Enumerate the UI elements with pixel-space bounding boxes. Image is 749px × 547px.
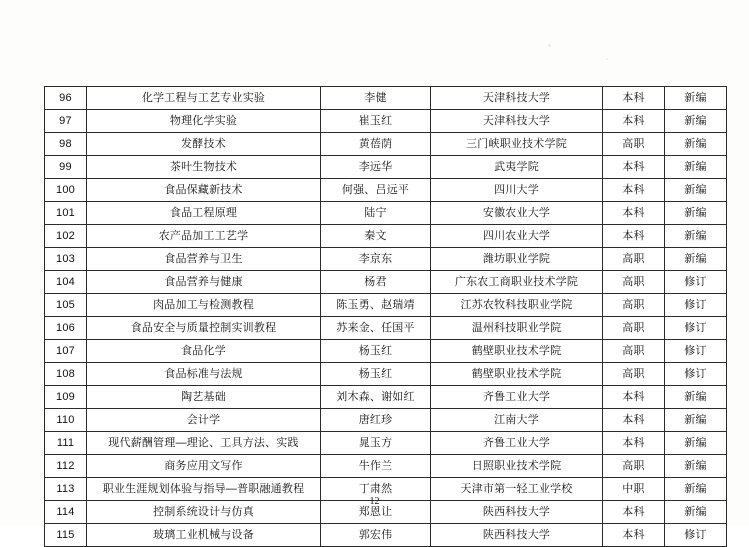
cell-number: 104 — [45, 271, 87, 294]
cell-course: 食品化学 — [87, 340, 321, 363]
cell-school: 陕西科技大学 — [431, 501, 603, 524]
cell-type: 修订 — [665, 271, 727, 294]
cell-type: 修订 — [665, 294, 727, 317]
cell-type: 新编 — [665, 248, 727, 271]
cell-author: 丁肃然 — [321, 478, 431, 501]
cell-number: 108 — [45, 363, 87, 386]
cell-author: 李京东 — [321, 248, 431, 271]
cell-level: 中职 — [603, 478, 665, 501]
cell-school: 天津科技大学 — [431, 87, 603, 110]
table-row — [45, 317, 727, 340]
cell-type: 新编 — [665, 386, 727, 409]
cell-level: 高职 — [603, 271, 665, 294]
cell-level: 本科 — [603, 87, 665, 110]
cell-type: 修订 — [665, 340, 727, 363]
table-row — [45, 133, 727, 156]
cell-school: 温州科技职业学院 — [431, 317, 603, 340]
cell-author: 苏来金、任国平 — [321, 317, 431, 340]
cell-number: 112 — [45, 455, 87, 478]
cell-number: 106 — [45, 317, 87, 340]
cell-course: 控制系统设计与仿真 — [87, 501, 321, 524]
table-row — [45, 248, 727, 271]
cell-level: 高职 — [603, 133, 665, 156]
cell-type: 新编 — [665, 225, 727, 248]
cell-course: 食品营养与健康 — [87, 271, 321, 294]
table-row — [45, 409, 727, 432]
table-row — [45, 455, 727, 478]
cell-school: 四川大学 — [431, 179, 603, 202]
cell-school: 鹤壁职业技术学院 — [431, 340, 603, 363]
cell-author: 牛作兰 — [321, 455, 431, 478]
cell-course: 化学工程与工艺专业实验 — [87, 87, 321, 110]
cell-school: 日照职业技术学院 — [431, 455, 603, 478]
cell-number: 101 — [45, 202, 87, 225]
cell-number: 102 — [45, 225, 87, 248]
cell-author: 秦文 — [321, 225, 431, 248]
table-row — [45, 386, 727, 409]
cell-school: 武夷学院 — [431, 156, 603, 179]
cell-level: 本科 — [603, 501, 665, 524]
cell-school: 齐鲁工业大学 — [431, 432, 603, 455]
table-row — [45, 294, 727, 317]
scan-artifact — [606, 58, 608, 60]
cell-number: 96 — [45, 87, 87, 110]
cell-author: 刘木森、谢如红 — [321, 386, 431, 409]
cell-level: 本科 — [603, 179, 665, 202]
cell-type: 新编 — [665, 455, 727, 478]
cell-school: 广东农工商职业技术学院 — [431, 271, 603, 294]
cell-author: 何强、吕远平 — [321, 179, 431, 202]
cell-number: 107 — [45, 340, 87, 363]
cell-number: 103 — [45, 248, 87, 271]
cell-number: 113 — [45, 478, 87, 501]
cell-type: 修订 — [665, 317, 727, 340]
cell-course: 食品营养与卫生 — [87, 248, 321, 271]
cell-course: 发酵技术 — [87, 133, 321, 156]
cell-author: 晁玉方 — [321, 432, 431, 455]
cell-author: 崔玉红 — [321, 110, 431, 133]
cell-author: 杨玉红 — [321, 363, 431, 386]
cell-author: 郭宏伟 — [321, 524, 431, 547]
cell-school: 潍坊职业学院 — [431, 248, 603, 271]
cell-school: 江南大学 — [431, 409, 603, 432]
table-row — [45, 110, 727, 133]
page-number: 12 — [369, 496, 380, 507]
cell-level: 高职 — [603, 294, 665, 317]
table-row — [45, 202, 727, 225]
cell-course: 肉品加工与检测教程 — [87, 294, 321, 317]
cell-course: 陶艺基础 — [87, 386, 321, 409]
cell-number: 109 — [45, 386, 87, 409]
cell-course: 农产品加工工艺学 — [87, 225, 321, 248]
cell-school: 天津市第一轻工业学校 — [431, 478, 603, 501]
table-row — [45, 156, 727, 179]
cell-author: 李健 — [321, 87, 431, 110]
cell-course: 茶叶生物技术 — [87, 156, 321, 179]
cell-course: 食品安全与质量控制实训教程 — [87, 317, 321, 340]
cell-type: 新编 — [665, 110, 727, 133]
textbook-list-table-container — [44, 86, 706, 547]
cell-type: 新编 — [665, 133, 727, 156]
cell-level: 本科 — [603, 409, 665, 432]
cell-level: 高职 — [603, 455, 665, 478]
cell-school: 齐鲁工业大学 — [431, 386, 603, 409]
cell-type: 新编 — [665, 409, 727, 432]
cell-school: 陕西科技大学 — [431, 524, 603, 547]
table-row — [45, 87, 727, 110]
cell-type: 修订 — [665, 363, 727, 386]
cell-level: 高职 — [603, 363, 665, 386]
cell-level: 本科 — [603, 110, 665, 133]
cell-number: 110 — [45, 409, 87, 432]
cell-level: 本科 — [603, 225, 665, 248]
cell-school: 三门峡职业技术学院 — [431, 133, 603, 156]
cell-course: 食品保藏新技术 — [87, 179, 321, 202]
cell-number: 114 — [45, 501, 87, 524]
cell-course: 食品标准与法规 — [87, 363, 321, 386]
cell-level: 本科 — [603, 202, 665, 225]
cell-type: 新编 — [665, 432, 727, 455]
table-row — [45, 271, 727, 294]
cell-type: 修订 — [665, 524, 727, 547]
textbook-list-table — [44, 86, 727, 547]
cell-number: 97 — [45, 110, 87, 133]
table-row — [45, 524, 727, 547]
cell-number: 100 — [45, 179, 87, 202]
cell-school: 安徽农业大学 — [431, 202, 603, 225]
table-row — [45, 225, 727, 248]
cell-school: 鹤壁职业技术学院 — [431, 363, 603, 386]
cell-level: 本科 — [603, 432, 665, 455]
cell-course: 食品工程原理 — [87, 202, 321, 225]
cell-type: 新编 — [665, 156, 727, 179]
cell-course: 职业生涯规划体验与指导—普职融通教程 — [87, 478, 321, 501]
cell-type: 新编 — [665, 87, 727, 110]
cell-course: 玻璃工业机械与设备 — [87, 524, 321, 547]
cell-course: 会计学 — [87, 409, 321, 432]
cell-author: 黄蓓荫 — [321, 133, 431, 156]
cell-type: 新编 — [665, 202, 727, 225]
table-row — [45, 179, 727, 202]
cell-level: 本科 — [603, 156, 665, 179]
cell-level: 本科 — [603, 524, 665, 547]
table-row — [45, 363, 727, 386]
cell-school: 天津科技大学 — [431, 110, 603, 133]
cell-number: 111 — [45, 432, 87, 455]
cell-level: 高职 — [603, 317, 665, 340]
cell-number: 99 — [45, 156, 87, 179]
cell-course: 现代薪酬管理—理论、工具方法、实践 — [87, 432, 321, 455]
cell-author: 唐红珍 — [321, 409, 431, 432]
cell-type: 新编 — [665, 478, 727, 501]
cell-author: 杨君 — [321, 271, 431, 294]
cell-course: 商务应用文写作 — [87, 455, 321, 478]
cell-level: 高职 — [603, 340, 665, 363]
cell-author: 李远华 — [321, 156, 431, 179]
cell-level: 高职 — [603, 248, 665, 271]
table-body — [45, 87, 727, 547]
table-row — [45, 340, 727, 363]
cell-course: 物理化学实验 — [87, 110, 321, 133]
cell-author: 杨玉红 — [321, 340, 431, 363]
scan-artifact — [548, 44, 551, 47]
cell-author: 陈玉勇、赵瑞靖 — [321, 294, 431, 317]
cell-level: 本科 — [603, 386, 665, 409]
cell-school: 江苏农牧科技职业学院 — [431, 294, 603, 317]
cell-number: 115 — [45, 524, 87, 547]
table-row — [45, 432, 727, 455]
cell-author: 郑恩让 — [321, 501, 431, 524]
cell-school: 四川农业大学 — [431, 225, 603, 248]
cell-number: 98 — [45, 133, 87, 156]
cell-type: 新编 — [665, 501, 727, 524]
cell-number: 105 — [45, 294, 87, 317]
cell-author: 陆宁 — [321, 202, 431, 225]
cell-type: 新编 — [665, 179, 727, 202]
